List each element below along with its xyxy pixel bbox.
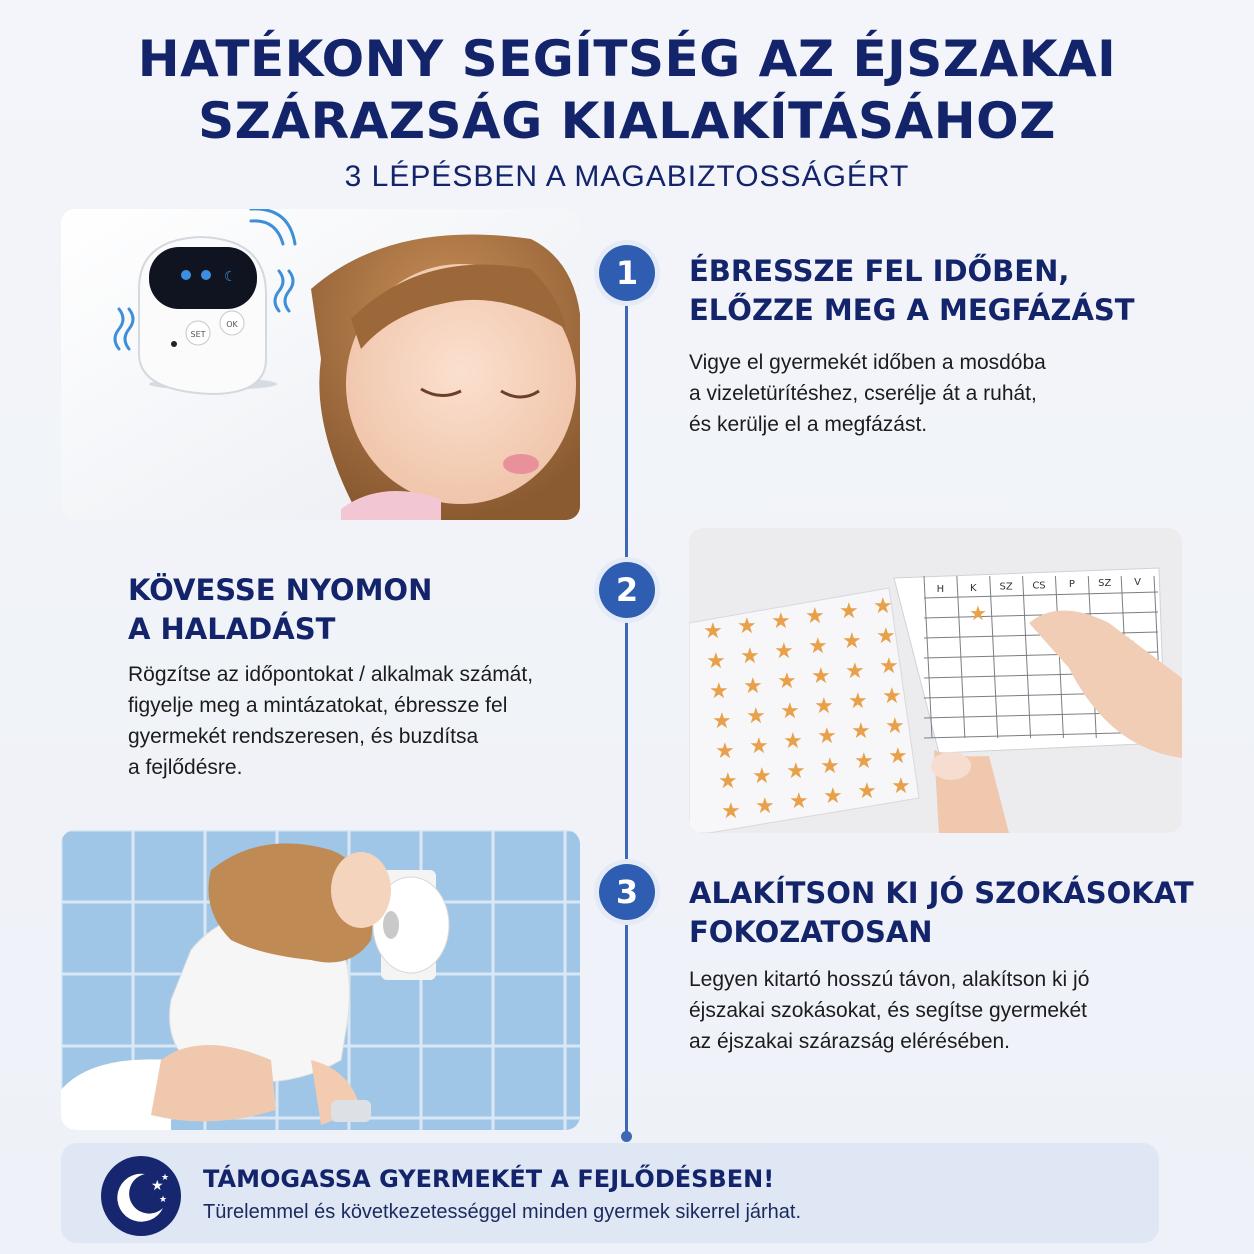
photo-star-chart: [689, 528, 1182, 833]
step-1-title: [689, 252, 1135, 330]
svg-text:★: ★: [703, 619, 723, 644]
svg-text:★: ★: [159, 1195, 168, 1205]
step-1-description: [689, 347, 1046, 440]
step-1-text-line: a vizeletürítéshez, cserélje át a ruhát,: [689, 382, 1037, 405]
step-1-title-line: ELŐZZE MEG A MEGFÁZÁST: [689, 293, 1135, 327]
svg-text:★: ★: [842, 629, 862, 654]
step-3-text-line: éjszakai szokásokat, és segítse gyermekét: [689, 999, 1088, 1022]
svg-text:★: ★: [755, 794, 775, 819]
photo-sleeping-child: [61, 209, 580, 520]
chart-day-label: SZ: [999, 581, 1013, 593]
step-3-title-line: FOKOZATOSAN: [689, 915, 933, 949]
chart-day-label: SZ: [1098, 578, 1112, 589]
svg-text:★: ★: [780, 699, 800, 724]
svg-text:★: ★: [718, 769, 738, 794]
svg-text:★: ★: [151, 1178, 164, 1194]
chart-day-label: CS: [1032, 580, 1046, 592]
main-title-line-1: HATÉKONY SEGÍTSÉG AZ ÉJSZAKAI: [137, 30, 1117, 88]
svg-text:★: ★: [882, 684, 902, 709]
photo-child-on-toilet: [61, 830, 580, 1130]
svg-text:★: ★: [789, 789, 809, 814]
svg-text:★: ★: [854, 749, 874, 774]
step-3-title-line: ALAKÍTSON KI JÓ SZOKÁSOKAT: [689, 876, 1194, 910]
svg-text:★: ★: [740, 644, 760, 669]
subtitle: 3 LÉPÉSBEN A MAGABIZTOSSÁGÉRT: [344, 160, 910, 193]
svg-text:★: ★: [888, 744, 908, 769]
step-2-title-line: KÖVESSE NYOMON: [128, 573, 433, 607]
svg-text:★: ★: [879, 654, 899, 679]
svg-text:★: ★: [845, 659, 865, 684]
step-2-text-line: figyelje meg a mintázatokat, ébressze fel: [128, 694, 508, 717]
chart-day-label: K: [970, 582, 977, 594]
set-button-label: SET: [190, 330, 206, 339]
svg-text:★: ★: [752, 764, 772, 789]
step-number-2: 2: [599, 562, 655, 618]
step-3-text-line: az éjszakai szárazság elérésében.: [689, 1030, 1011, 1053]
step-2-description: [128, 659, 533, 783]
svg-text:★: ★: [891, 774, 911, 799]
step-number-3: 3: [599, 864, 655, 920]
svg-text:★: ★: [885, 714, 905, 739]
timeline-line: [625, 290, 628, 1136]
svg-text:★: ★: [749, 734, 769, 759]
svg-text:★: ★: [771, 609, 791, 634]
step-3-description: [689, 964, 1089, 1057]
chart-day-label: V: [1134, 576, 1141, 588]
chart-day-label: H: [936, 584, 945, 595]
support-banner: [61, 1143, 1159, 1243]
svg-text:★: ★: [774, 639, 794, 664]
step-2-text-line: Rögzítse az időpontokat / alkalmak számát,: [128, 663, 534, 686]
svg-text:★: ★: [839, 599, 859, 624]
svg-text:★: ★: [851, 719, 871, 744]
step-2-title: [128, 571, 432, 649]
svg-text:★: ★: [737, 614, 757, 639]
step-3-text-line: Legyen kitartó hosszú távon, alakítson ki jó: [689, 968, 1090, 991]
step-2-title-line: A HALADÁST: [128, 612, 336, 646]
svg-text:★: ★: [808, 634, 828, 659]
timeline-end-dot: [621, 1131, 632, 1142]
banner-text: Türelemmel és következetességgel minden gyermek sikerrel járhat.: [203, 1201, 802, 1223]
svg-text:☾: ☾: [224, 269, 237, 285]
svg-text:★: ★: [721, 799, 741, 824]
svg-text:★: ★: [709, 679, 729, 704]
svg-text:★: ★: [743, 674, 763, 699]
ok-button-label: OK: [226, 320, 238, 329]
svg-text:★: ★: [857, 779, 877, 804]
step-1-text-line: és kerülje el a megfázást.: [689, 413, 928, 436]
svg-text:★: ★: [969, 601, 987, 625]
step-2-text-line: a fejlődésre.: [128, 756, 243, 779]
svg-text:★: ★: [848, 689, 868, 714]
svg-text:★: ★: [876, 624, 896, 649]
bedwetting-alarm-device: [139, 237, 277, 394]
banner-title: TÁMOGASSA GYERMEKÉT A FEJLŐDÉSBEN!: [203, 1165, 775, 1193]
svg-text:★: ★: [712, 709, 732, 734]
svg-text:★: ★: [786, 759, 806, 784]
svg-text:★: ★: [715, 739, 735, 764]
step-number-1: 1: [599, 245, 655, 301]
step-1-text-line: Vigye el gyermekét időben a mosdóba: [689, 351, 1046, 374]
svg-text:★: ★: [811, 664, 831, 689]
svg-text:★: ★: [805, 604, 825, 629]
chart-day-label: P: [1068, 579, 1075, 591]
step-3-title: [689, 874, 1194, 952]
svg-text:★: ★: [817, 724, 837, 749]
svg-text:★: ★: [746, 704, 766, 729]
svg-text:★: ★: [161, 1173, 170, 1183]
main-title-line-2: SZÁRAZSÁG KIALAKÍTÁSÁHOZ: [198, 92, 1056, 150]
svg-text:★: ★: [823, 784, 843, 809]
svg-text:★: ★: [820, 754, 840, 779]
svg-text:★: ★: [706, 649, 726, 674]
moon-stars-icon: [101, 1156, 181, 1236]
svg-text:★: ★: [783, 729, 803, 754]
step-1-title-line: ÉBRESSZE FEL IDŐBEN,: [689, 254, 1070, 288]
svg-text:★: ★: [814, 694, 834, 719]
svg-text:★: ★: [873, 594, 893, 619]
step-2-text-line: gyermekét rendszeresen, és buzdítsa: [128, 725, 479, 748]
svg-text:★: ★: [777, 669, 797, 694]
